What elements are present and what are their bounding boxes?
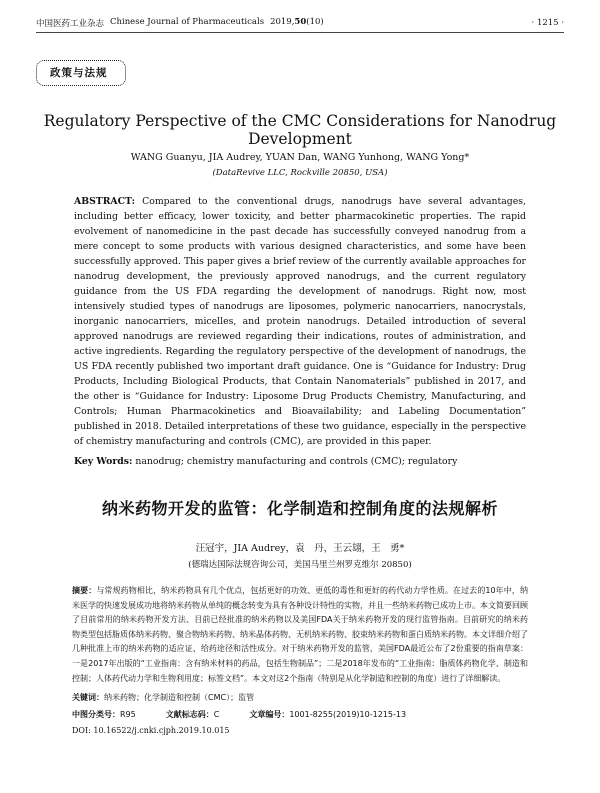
header-rule xyxy=(36,32,564,33)
abstract-cn-label: 摘要： xyxy=(72,586,97,595)
classification-row xyxy=(72,709,406,720)
abstract-cn xyxy=(72,584,528,686)
article-number: 1001-8255(2019)10-1215-13 xyxy=(289,710,407,719)
keywords-en-text: nanodrug; chemistry manufacturing and controls (CMC); regulatory xyxy=(135,456,458,467)
article-title-en: Regulatory Perspective of the CMC Considerations for Nanodrug Development xyxy=(43,112,557,148)
running-header xyxy=(36,14,564,32)
journal-issue: (10) xyxy=(306,17,324,27)
article-title-cn: 纳米药物开发的监管：化学制造和控制角度的法规解析 xyxy=(101,499,498,518)
journal-volume: 50 xyxy=(294,17,307,27)
abstract-en xyxy=(74,194,526,449)
column-tag-label: 政策与法规 xyxy=(50,67,108,79)
class-number: R95 xyxy=(120,710,136,719)
page-number: · 1215 · xyxy=(531,18,564,28)
keywords-cn-text: 纳米药物；化学制造和控制（CMC）；监管 xyxy=(104,693,255,702)
keywords-en xyxy=(74,456,526,467)
authors-cn: 汪冠宇，JIA Audrey，袁 丹，王云翃，王 勇* xyxy=(195,543,405,554)
doc-code: C xyxy=(213,710,220,719)
journal-year: 2019, xyxy=(270,17,295,27)
journal-name-cn: 中国医药工业杂志 xyxy=(36,19,105,29)
class-number-label: 中图分类号： xyxy=(72,710,120,719)
affiliation-en: (DataRevive LLC, Rockville 20850, USA) xyxy=(212,168,388,178)
doc-code-label: 文献标志码： xyxy=(165,710,214,719)
article-number-label: 文章编号： xyxy=(249,710,290,719)
journal-info xyxy=(36,17,324,29)
keywords-en-label: Key Words: xyxy=(74,456,133,467)
authors-en: WANG Guanyu, JIA Audrey, YUAN Dan, WANG Yunhong, WANG Yong* xyxy=(130,152,470,163)
affiliation-cn: (德瑞达国际法规咨询公司，美国马里兰州罗克维尔 20850) xyxy=(188,560,412,570)
journal-name-en: Chinese Journal of Pharmaceuticals xyxy=(110,17,265,27)
keywords-cn xyxy=(72,692,528,703)
abstract-cn-text: 与常规药物相比，纳米药物具有几个优点，包括更好的功效、更低的毒性和更好的药代动力学性质。在过去的10年中，纳米医学的快速发展成功地将纳米药物从单纯的概念转变为具有各种设计特性的实物，并且一些纳米药物已成功上市。本文简要回顾了目前常用的纳米药物开发方法、目前已经批准的纳米药物以及美国FDA关于纳米药物开发的现行监管指南。目前研究的纳米药物类型包括脂质体纳米药物、聚合物纳米药物、纳米晶体药物、无机纳米药物、胶束纳米药物和蛋白质纳米药物。本文详细介绍了几种批准上市的纳米药物的适应证、给药途径和活性成分。对于纳米药物开发的监管，美国FDA最近公布了2份重要的指南草案：一是2017年出版的“工业指南：含有纳米材料的药品，包括生物制品”；二是2018年发布的“工业指南：脂质体药物化学、制造和控制；人体药代动力学和生物利用度；标签文档”。本文对这2个指南（特别是从化学制造和控制的角度）进行了详细解读。 xyxy=(72,586,528,683)
abstract-en-label: ABSTRACT: xyxy=(74,196,136,207)
keywords-cn-label: 关键词： xyxy=(72,693,104,702)
doi: DOI: 10.16522/j.cnki.cjph.2019.10.015 xyxy=(72,726,230,735)
abstract-en-text: Compared to the conventional drugs, nanodrugs have several advantages, including better efficacy, lower toxicity, and better pharmacokinetic properties. The rapid evolvement of nanomedicine in the past decade has successfully conveyed nanodrug from a mere concept to some products with various designed characteristics, and some have been successfully approved. This paper gives a brief review of the currently available approaches for nanodrug development, the previously approved nanodrugs, and the current regulatory guidance from the US FDA regarding the development of nanodrugs. Right now, most intensively studied types of nanodrugs are liposomes, polymeric nanocarriers, nanocrystals, inorganic nanocarriers, micelles, and protein nanodrugs. Detailed introduction of several approved nanodrugs are reviewed regarding their indications, routes of administration, and active ingredients. Regarding the regulatory perspective of the development of nanodrugs, the US FDA recently published two important draft guidance. One is “Guidance for Industry: Drug Products, Including Biological Products, that Contain Nanomaterials” published in 2017, and the other is “Guidance for Industry: Liposome Drug Products Chemistry, Manufacturing, and Controls; Human Pharmacokinetics and Bioavailability; and Labeling Documentation” published in 2018. Detailed interpretations of these two guidance, especially in the perspective of chemistry manufacturing and controls (CMC), are provided in this paper. xyxy=(74,196,526,447)
column-tag xyxy=(36,60,126,86)
